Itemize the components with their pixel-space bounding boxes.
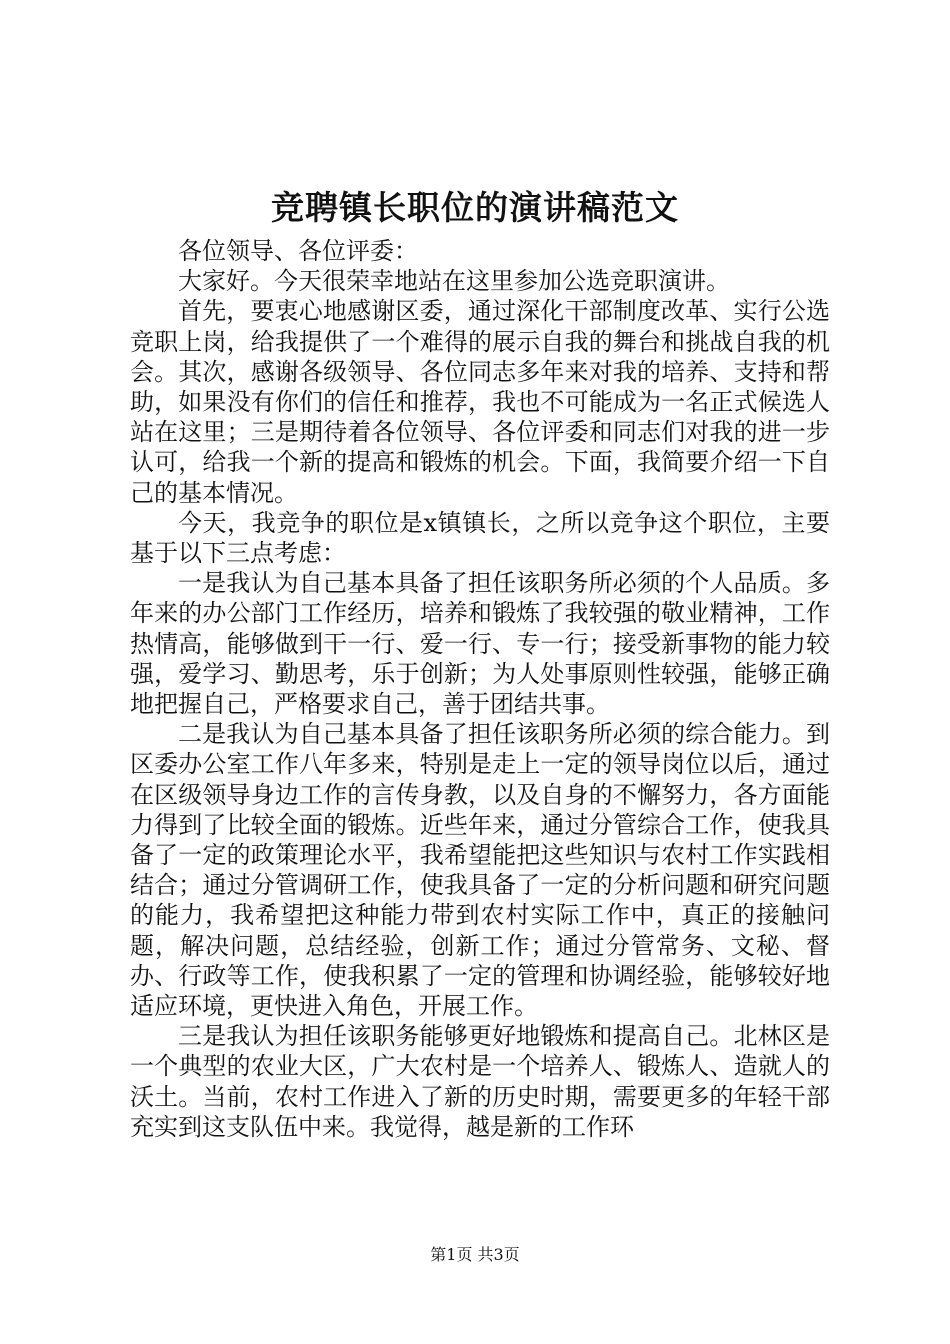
page-number-footer: 第1页 共3页: [430, 1245, 520, 1264]
document-body: [130, 236, 830, 1142]
greeting-paragraph: 大家好。今天很荣幸地站在这里参加公选竞职演讲。: [178, 267, 730, 296]
salutation: 各位领导、各位评委：: [178, 237, 418, 265]
position-paragraph: 今天，我竞争的职位是x镇镇长，之所以竞争这个职位，主要基于以下三点考虑：: [130, 508, 830, 568]
reason-one-paragraph: 一是我认为自己基本具备了担任该职务所必须的个人品质。多年来的办公部门工作经历，培养和锻炼了我较强的敬业精神，工作热情高，能够做到干一行、爱一行、专一行；接受新事物的能力较强，爱学习、勤思考，乐于创新；为人处事原则性较强，能够正确地把握自己，严格要求自己，善于团结共事。: [130, 569, 830, 719]
reason-three-paragraph: 三是我认为担任该职务能够更好地锻炼和提高自己。北林区是一个典型的农业大区，广大农村是一个培养人、锻炼人、造就人的沃土。当前，农村工作进入了新的历史时期，需要更多的年轻干部充实到这支队伍中来。我觉得，越是新的工作环: [130, 1022, 830, 1141]
reason-two-paragraph: 二是我认为自己基本具备了担任该职务所必须的综合能力。到区委办公室工作八年多来，特别是走上一定的领导岗位以后，通过在区级领导身边工作的言传身教，以及自身的不懈努力，各方面能力得到了比较全面的锻炼。近些年来，通过分管综合工作，使我具备了一定的政策理论水平，我希望能把这些知识与农村工作实践相结合；通过分管调研工作，使我具备了一定的分析问题和研究问题的能力，我希望把这种能力带到农村实际工作中，真正的接触问题，解决问题，总结经验，创新工作；通过分管常务、文秘、督办、行政等工作，使我积累了一定的管理和协调经验，能够较好地适应环境，更快进入角色，开展工作。: [130, 720, 830, 1021]
document-title: 竞聘镇长职位的演讲稿范文: [271, 188, 679, 227]
thanks-paragraph: 首先，要衷心地感谢区委，通过深化干部制度改革、实行公选竞职上岗，给我提供了一个难得的展示自我的舞台和挑战自我的机会。其次，感谢各级领导、各位同志多年来对我的培养、支持和帮助，如果没有你们的信任和推荐，我也不可能成为一名正式候选人站在这里；三是期待着各位领导、各位评委和同志们对我的进一步认可，给我一个新的提高和锻炼的机会。下面，我简要介绍一下自己的基本情况。: [130, 297, 830, 507]
